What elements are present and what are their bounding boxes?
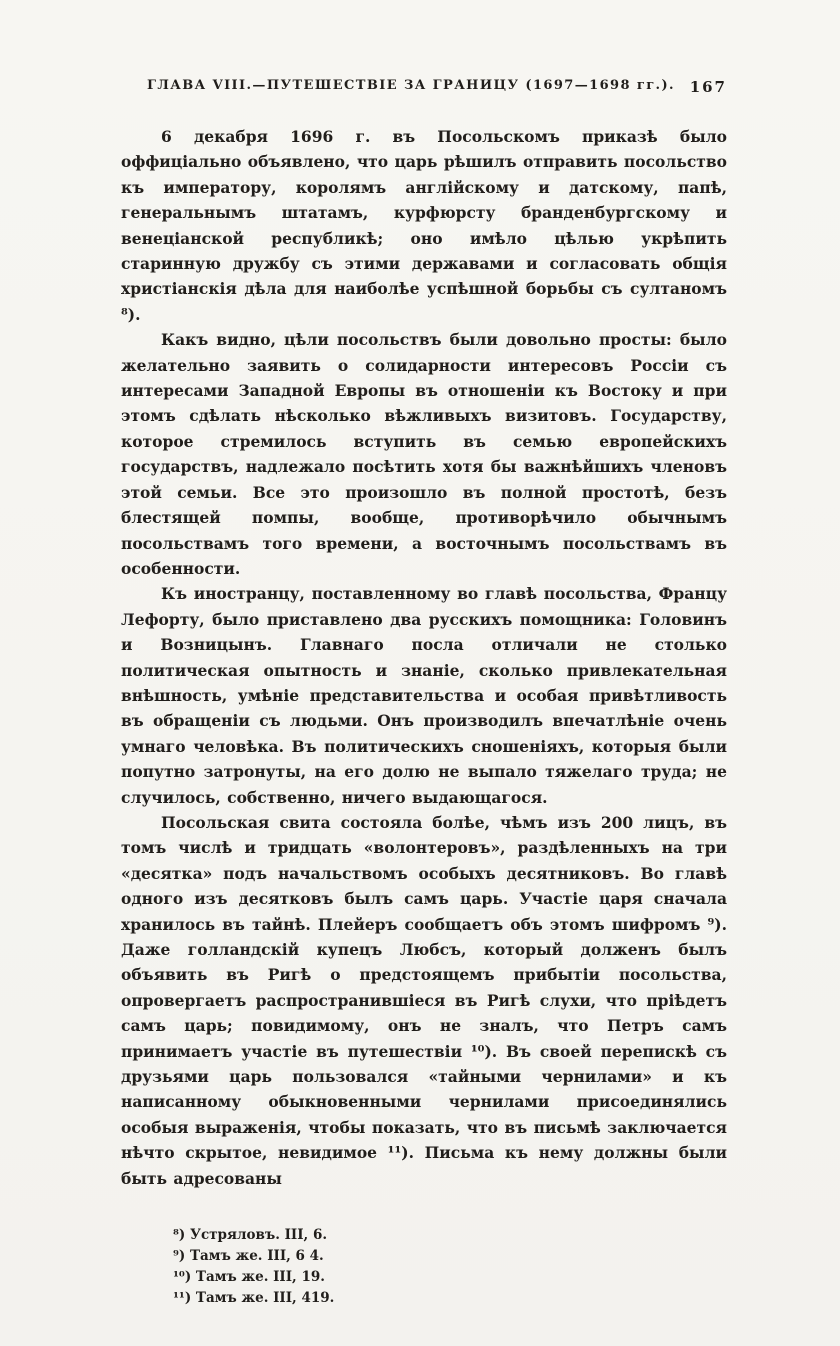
paragraph-2: Какъ видно, цѣли посольствъ были довольно просты: было желательно заявить о солидарности интересовъ Россіи съ интересами Западной Европы въ отношеніи къ Востоку и при этомъ сдѣлать нѣсколько вѣжливыхъ визитовъ. Государству, которое стремилось вступить въ семью европейскихъ государствъ, надлежало посѣтить хотя бы важнѣйшихъ членовъ этой семьи. Все это произошло въ полной простотѣ, безъ блестящей помпы, вообще, противорѣчило обычнымъ посольствамъ того времени, а восточнымъ посольствамъ въ особенности. — [121, 330, 727, 578]
body-text — [121, 124, 727, 1191]
footnote-10: ¹⁰) Тамъ же. III, 19. — [173, 1269, 325, 1286]
footnote-8: ⁸) Устряловъ. III, 6. — [173, 1227, 328, 1244]
text-column — [121, 78, 727, 1309]
footnote-11: ¹¹) Тамъ же. III, 419. — [173, 1290, 335, 1307]
page-header — [121, 78, 727, 102]
running-title: ГЛАВА VIII.—ПУТЕШЕСТВІЕ ЗА ГРАНИЦУ (1697—1698 гг.). — [147, 78, 675, 93]
paragraph-3: Къ иностранцу, поставленному во главѣ посольства, Францу Лефорту, было приставлено два русскихъ помощника: Головинъ и Возницынъ. Главнаго посла отличали не столько политическая опытность и знаніе, сколько привлекательная внѣшность, умѣніе представительства и особая привѣтливость въ обращеніи съ людьми. Онъ производилъ впечатлѣніе очень умнаго человѣка. Въ политическихъ сношеніяхъ, которыя были попутно затронуты, на его долю не выпало тяжелаго труда; не случилось, собственно, ничего выдающагося. — [121, 584, 727, 807]
footnote-9: ⁹) Тамъ же. III, 6 4. — [173, 1248, 324, 1265]
paragraph-1: 6 декабря 1696 г. въ Посольскомъ приказѣ было оффиціально объявлено, что царь рѣшилъ отправить посольство къ императору, королямъ англійскому и датскому, папѣ, генеральнымъ штатамъ, курфюрсту бранденбургскому и венеціанской республикѣ; оно имѣло цѣлью укрѣпить старинную дружбу съ этими державами и согласовать общія христіанскія дѣла для наиболѣе успѣшной борьбы съ султаномъ ⁸). — [121, 127, 727, 324]
page-number: 167 — [689, 78, 727, 96]
paragraph-4: Посольская свита состояла болѣе, чѣмъ изъ 200 лицъ, въ томъ числѣ и тридцать «волонтеровъ», раздѣленныхъ на три «десятка» подъ начальствомъ особыхъ десятниковъ. Во главѣ одного изъ десятковъ былъ самъ царь. Участіе царя сначала хранилось въ тайнѣ. Плейеръ сообщаетъ объ этомъ шифромъ ⁹). Даже голландскій купецъ Любсъ, который долженъ былъ объявить въ Ригѣ о предстоящемъ прибытіи посольства, опровергаетъ распространившіеся въ Ригѣ слухи, что пріѣдетъ самъ царь; повидимому, онъ не зналъ, что Петръ самъ принимаетъ участіе въ путешествіи ¹⁰). Въ своей перепискѣ съ друзьями царь пользовался «тайными чернилами» и къ написанному обыкновенными чернилами присоединялись особыя выраженія, чтобы показать, что въ письмѣ заключается нѣчто скрытое, невидимое ¹¹). Письма къ нему должны были быть адресованы — [121, 812, 727, 1188]
footnotes — [173, 1225, 727, 1309]
